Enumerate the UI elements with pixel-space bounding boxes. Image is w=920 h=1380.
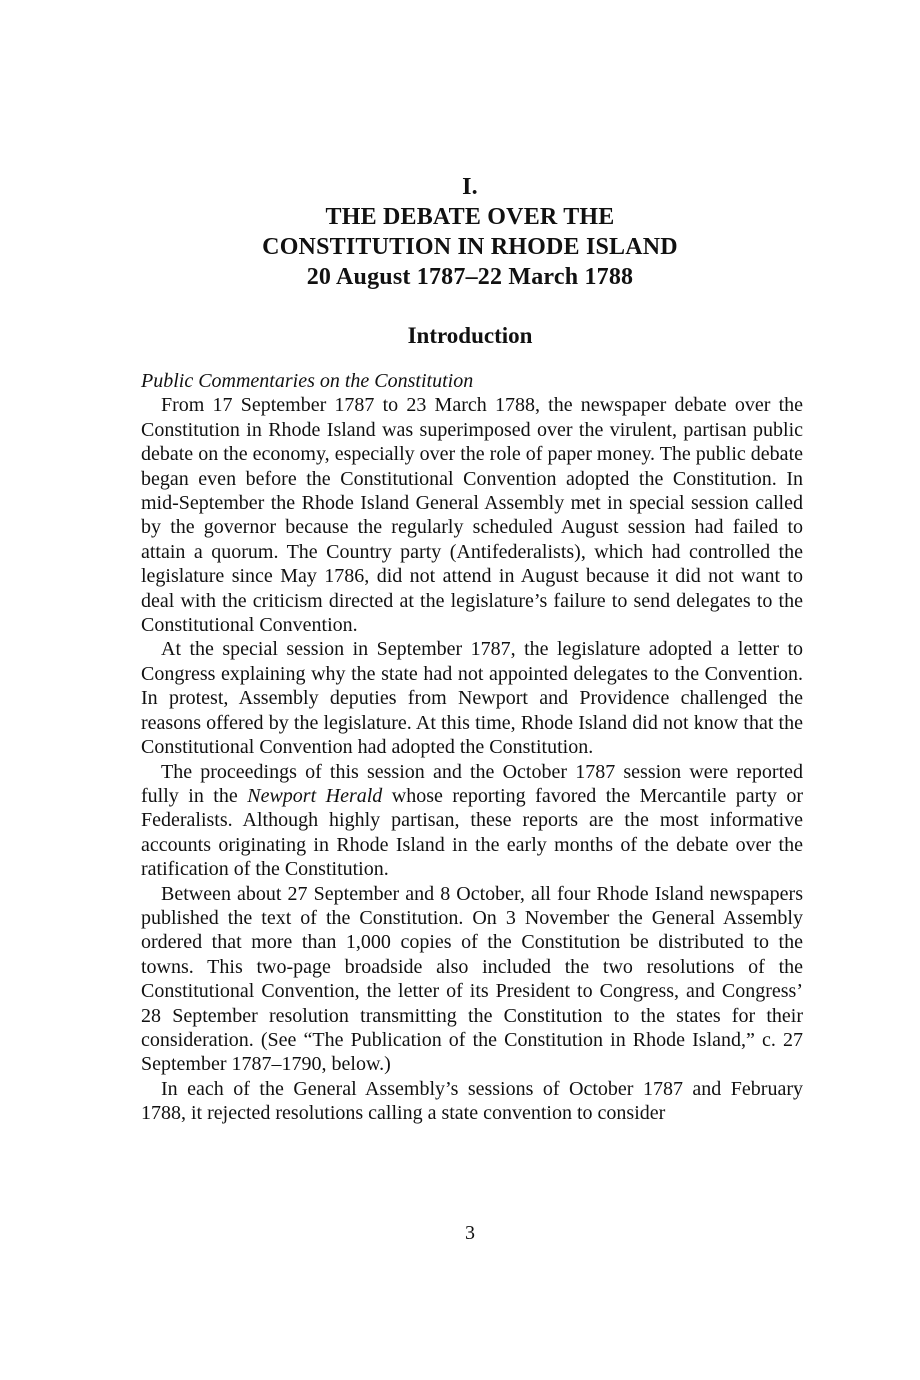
chapter-dates: 20 August 1787–22 March 1788 <box>306 264 634 290</box>
chapter-title-line-1: THE DEBATE OVER THE <box>325 204 615 230</box>
paragraph-1: From 17 September 1787 to 23 March 1788, the newspaper debate over the Constitution in Rhode Island was superimposed over the virulent, partisan public debate on the economy, especially over the role of paper money. The public debate began even before the Constitutional Convention adopted the Constitution. In mid-September the Rhode Island General Assembly met in special session called by the governor because the regularly scheduled August session had failed to attain a quorum. The Country party (Antifederalists), which had controlled the legislature since May 1786, did not attend in August because it did not want to deal with the criticism directed at the legislature’s failure to send delegates to the Constitutional Convention. <box>141 394 803 637</box>
chapter-numeral: I. <box>462 174 478 200</box>
introduction-title: Introduction <box>407 323 533 348</box>
chapter-title-line-2: CONSTITUTION IN RHODE ISLAND <box>262 234 678 260</box>
chapter-heading <box>0 172 920 292</box>
paragraph-5: In each of the General Assembly’s sessions of October 1787 and February 1788, it rejected resolutions calling a state convention to consider <box>141 1077 803 1125</box>
paragraph-3 <box>141 760 803 882</box>
paragraph-4: Between about 27 September and 8 October, all four Rhode Island newspapers published the text of the Constitution. On 3 November the General Assembly ordered that more than 1,000 copies of the Constitution be distributed to the towns. This two-page broadside also included the two resolutions of the Constitutional Convention, the letter of its President to Congress, and Congress’ 28 September resolution transmitting the Constitution to the states for their consideration. (See “The Publication of the Constitution in Rhode Island,” c. 27 September 1787–1790, below.) <box>141 882 803 1076</box>
paragraph-3-text-before: The proceedings of this session and the October 1787 session were reported fully in the <box>141 760 803 807</box>
paragraph-3-text-after: whose reporting favored the Mercantile party or Federalists. Although highly partisan, these reports are the most informative accounts originating in Rhode Island in the early months of the debate over the ratification of the Constitution. <box>141 784 803 881</box>
page-number: 3 <box>465 1222 475 1244</box>
body-text <box>141 369 803 1126</box>
newspaper-title: Newport Herald <box>247 784 383 807</box>
paragraph-2: At the special session in September 1787, the legislature adopted a letter to Congress explaining why the state had not appointed delegates to the Convention. In protest, Assembly deputies from Newport and Providence challenged the reasons offered by the legislature. At this time, Rhode Island did not know that the Constitutional Convention had adopted the Constitution. <box>141 638 803 759</box>
section-subtitle: Public Commentaries on the Constitution <box>141 370 474 392</box>
